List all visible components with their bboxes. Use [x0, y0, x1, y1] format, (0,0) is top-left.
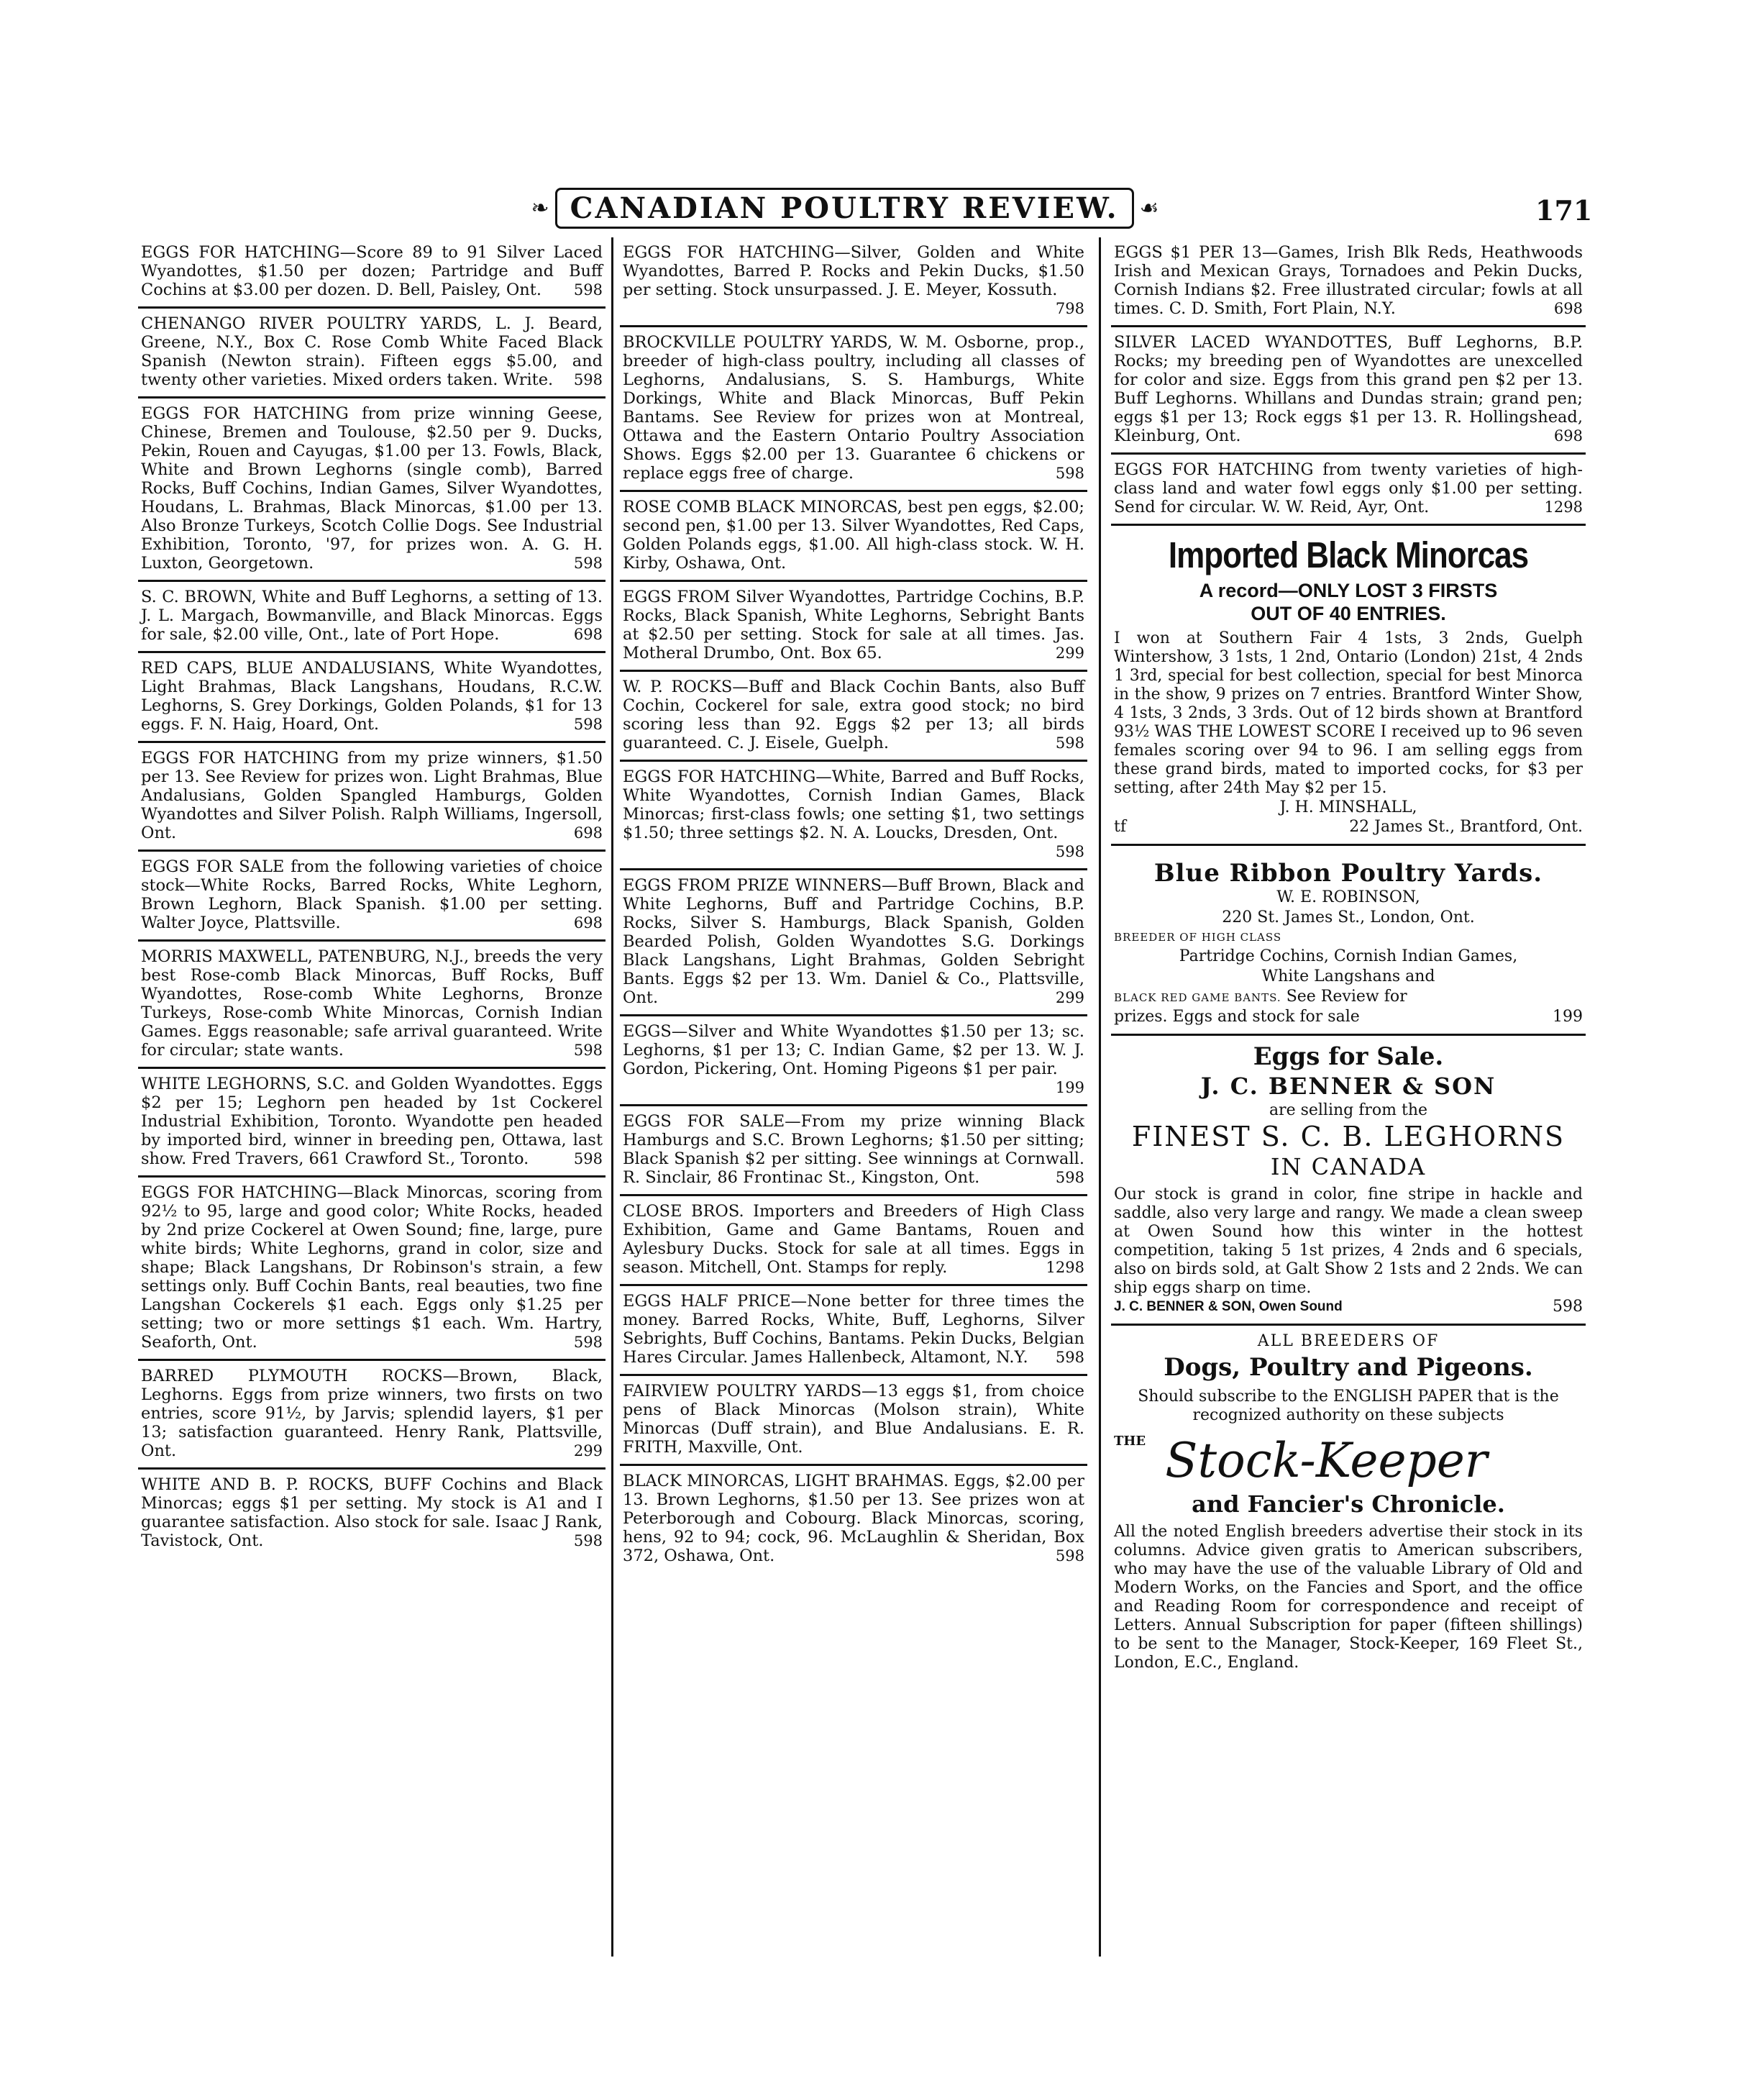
- classified-ad: [620, 492, 1087, 582]
- ad-text: W. P. ROCKS—Buff and Black Cochin Bants, also Buff Cochin, Cockerel for sale, extra good stock; no bird scoring less than 92. Eggs $2 per 13; all birds guaranteed. C. J. Eisele, Guelph.: [623, 678, 1084, 752]
- ad-text: S. C. BROWN, White and Buff Leghorns, a setting of 13. J. L. Margach, Bowmanville, and Black Minorcas. Eggs for sale, $2.00 ville, Ont., late of Port Hope.: [141, 588, 603, 644]
- ad-code: 598: [1055, 1169, 1084, 1186]
- ad-text: EGGS—Silver and White Wyandottes $1.50 per 13; sc. Leghorns, $1 per 13; C. Indian Game, $2 per 13. W. J. Gordon, Pickering, Ont. Homing Pigeons $1 per pair.: [623, 1022, 1084, 1078]
- ad-text: EGGS FOR HATCHING—White, Barred and Buff Rocks, White Wyandottes, Cornish Indian Games, Black Minorcas; first-class fowls; one setting $1, two settings $1.50; three settings $2. N. A. Loucks, Dresden, Ont.: [623, 768, 1084, 842]
- ad-text: BROCKVILLE POULTRY YARDS, W. M. Osborne, prop., breeder of high-class poultry, including all classes of Leghorns, Andalusians, S. S. Hamburgs, White Dorkings, White and Black Minorcas, Buff Pekin Bantams. See Review for prizes won at Montreal, Ottawa and the Eastern Ontario Poultry Association Shows. Eggs $2.00 per 13. Guarantee 6 chickens or replace eggs free of charge.: [623, 333, 1084, 483]
- ad-code: 598: [573, 716, 603, 733]
- benner-canada: IN CANADA: [1270, 1153, 1427, 1180]
- ad-code: 598: [1055, 1349, 1084, 1366]
- column-3: [1111, 237, 1586, 1957]
- ad-text: BARRED PLYMOUTH ROCKS—Brown, Black, Leghorns. Eggs from prize winners, two firsts on two entries, score 91½, by Jarvis; splendid layers, $1 per 13; satisfaction guaranteed. Henry Rank, Plattsville, Ont.: [141, 1367, 603, 1460]
- classified-ad: [138, 1069, 605, 1178]
- stock-keeper-ad: [1111, 1326, 1586, 1680]
- blue-ribbon-line4: [1114, 1008, 1583, 1026]
- stock-keeper-all-breeders: ALL BREEDERS OF: [1257, 1332, 1440, 1350]
- ad-text: EGGS FROM PRIZE WINNERS—Buff Brown, Black and White Leghorns, Buff and Partridge Cochins, B.P. Rocks, Silver S. Hamburgs, Black Spanish, Golden Bearded Polish, Golden Wyandottes S.G. Dorkings Black Langshans, Light Brahmas, Golden Sebright Bants. Eggs $2 per 13. Wm. Daniel & Co., Plattsville, Ont.: [623, 876, 1084, 1007]
- minorcas-name: J. H. MINSHALL,: [1279, 798, 1417, 816]
- blue-ribbon-prizes: prizes. Eggs and stock for sale: [1114, 1008, 1360, 1026]
- ad-text: EGGS FOR HATCHING from prize winning Geese, Chinese, Bremen and Toulouse, $2.50 per 9. Ducks, Pekin, Rouen and Cayugas, $1.00 per 13. Fowls, Black, White and Brown Leghorns (single comb), Barred Rocks, Buff Cochins, Indian Games, Silver Wyandottes, Houdans, L. Brahmas, Black Minorcas, $1.00 per 13. Also Bronze Turkeys, Scotch Collie Dogs. See Industrial Exhibition, Toronto, '97, for prizes won. A. G. H. Luxton, Georgetown.: [141, 404, 603, 573]
- classified-ad: [620, 582, 1087, 672]
- classified-ad: [138, 237, 605, 309]
- ad-code: 798: [1055, 300, 1084, 317]
- masthead: [531, 186, 1159, 230]
- minorcas-record: A record—ONLY LOST 3 FIRSTS: [1199, 580, 1498, 601]
- column-divider: [611, 237, 613, 1957]
- classified-ad: [1111, 455, 1586, 526]
- ad-code: 299: [573, 1442, 603, 1459]
- classified-ad: [138, 398, 605, 582]
- benner-heading: Eggs for Sale.: [1253, 1042, 1444, 1071]
- blue-ribbon-ad: [1111, 846, 1586, 1036]
- blue-ribbon-line1: Partridge Cochins, Cornish Indian Games,: [1179, 947, 1518, 965]
- ad-text: EGGS $1 PER 13—Games, Irish Blk Reds, Heathwoods Irish and Mexican Grays, Tornadoes and Pekin Ducks, Cornish Indians $2. Free illustrated circular; fowls at all times. C. D. Smith, Fort Plain, N.Y.: [1114, 243, 1583, 318]
- classified-ad: [138, 309, 605, 398]
- classified-ad: [620, 1106, 1087, 1196]
- ad-text: EGGS FOR HATCHING—Black Minorcas, scoring from 92½ to 95, large and good color; White Rocks, headed by 2nd prize Cockerel at Owen Sound; fine, large, pure white birds; White Leghorns, grand in color, size and shape; Black Langshans, Dr Robinson's strain, a few settings only. Buff Cochin Bants, real beauties, two fine Langshan Cockerels $1 each. Eggs only $1.25 per setting; two or more settings $1 each. Wm. Hartry, Seaforth, Ont.: [141, 1183, 603, 1352]
- classified-ad: [620, 237, 1087, 327]
- ad-code: 598: [1055, 843, 1084, 860]
- stock-keeper-logo-line: [1114, 1432, 1583, 1490]
- blue-ribbon-owner: W. E. ROBINSON,: [1276, 888, 1420, 906]
- ad-text: FAIRVIEW POULTRY YARDS—13 eggs $1, from choice pens of Black Minorcas (Molson strain), White Minorcas (Duff strain), and Blue Andalusians. E. R. FRITH, Maxville, Ont.: [623, 1382, 1084, 1457]
- ornament-icon: ❧: [531, 195, 549, 221]
- classified-ad: [138, 942, 605, 1069]
- ad-code: 598: [1553, 1298, 1583, 1316]
- ad-code: 598: [573, 1532, 603, 1549]
- ad-code: 199: [1055, 1079, 1084, 1096]
- ad-code: 598: [573, 1334, 603, 1351]
- blue-ribbon-title: Blue Ribbon Poultry Yards.: [1153, 859, 1543, 888]
- ad-code: 698: [1553, 427, 1583, 445]
- minorcas-mark: tf: [1114, 818, 1126, 836]
- ad-text: EGGS FOR SALE from the following varieties of choice stock—White Rocks, Barred Rocks, White Leghorn, Brown Leghorn, Black Spanish. $1.00 per setting. Walter Joyce, Plattsville.: [141, 857, 603, 932]
- ad-text: BLACK MINORCAS, LIGHT BRAHMAS. Eggs, $2.00 per 13. Brown Leghorns, $1.50 per 13. See prizes won at Peterborough and Cobourg. Black Minorcas, scoring, hens, 92 to 94; cock, 96. McLaughlin & Sheridan, Box 372, Oshawa, Ont.: [623, 1472, 1084, 1565]
- ad-text: EGGS HALF PRICE—None better for three times the money. Barred Rocks, White, Buff, Leghorns, Silver Sebrights, Buff Cochins, Bantams. Pekin Ducks, Belgian Hares Circular. James Hallenbeck, Altamont, N.Y.: [623, 1292, 1084, 1367]
- classified-ad: [620, 1466, 1087, 1572]
- benner-name: J. C. BENNER & SON: [1200, 1072, 1496, 1100]
- stock-keeper-body: All the noted English breeders advertise their stock in its columns. Advice given gratis to American subscribers, who may have the use of the valuable Library of Old and Modern Works, on the Fancies and Sport, and the office and Reading Room for correspondence and receipt of Letters. Annual Subscription for paper (fifteen shillings) to be sent to the Manager, Stock-Keeper, 169 Fleet St., London, E.C., England.: [1114, 1523, 1583, 1672]
- page-title: CANADIAN POULTRY REVIEW.: [555, 188, 1134, 229]
- ad-code: 698: [573, 824, 603, 842]
- benner-finest: FINEST S. C. B. LEGHORNS: [1131, 1121, 1566, 1152]
- ad-code: 199: [1553, 1008, 1583, 1026]
- column-divider: [1099, 237, 1101, 1957]
- ad-code: 698: [573, 914, 603, 932]
- minorcas-ad: [1111, 526, 1586, 846]
- classified-ad: [620, 870, 1087, 1016]
- blue-ribbon-bants: BLACK RED GAME BANTS.: [1114, 991, 1281, 1004]
- minorcas-title: Imported Black Minorcas: [1168, 535, 1529, 576]
- blue-ribbon-address: 220 St. James St., London, Ont.: [1222, 908, 1475, 926]
- blue-ribbon-see: See Review for: [1286, 988, 1407, 1006]
- classified-ad: [138, 582, 605, 653]
- column-2: [620, 237, 1087, 1957]
- classified-ad: [620, 327, 1087, 492]
- classified-ad: [138, 743, 605, 852]
- minorcas-address: 22 James St., Brantford, Ont.: [1349, 818, 1583, 836]
- ad-code: 598: [573, 555, 603, 572]
- column-1: [138, 237, 605, 1957]
- ad-code: 299: [1055, 645, 1084, 662]
- classified-ad: [620, 1376, 1087, 1466]
- classified-ad: [620, 762, 1087, 870]
- minorcas-body: I won at Southern Fair 4 1sts, 3 2nds, Guelph Wintershow, 3 1sts, 1 2nd, Ontario (London) 21st, 4 2nds 1 3rd, special for best collection, special for best Minorca in the show, 9 prizes on 7 entries. Brantford Winter Show, 4 1sts, 3 2nds, 3 3rds. Out of 12 birds shown at Brantford 93½ WAS THE LOWEST SCORE I received up to 96 seven females scoring over 94 to 96. I am selling eggs from these grand birds, mated to imported cocks, for $3 per setting, after 24th May $2 per 15.: [1114, 629, 1583, 797]
- minorcas-address-line: [1114, 818, 1583, 837]
- classified-ad: [138, 1178, 605, 1361]
- ad-text: WHITE LEGHORNS, S.C. and Golden Wyandottes. Eggs $2 per 15; Leghorn pen headed by 1st Cockerel Industrial Exhibition, Toronto. Wyandotte pen headed by imported bird, winner in breeding pen, Ottawa, last show. Fred Travers, 661 Crawford St., Toronto.: [141, 1075, 603, 1168]
- ad-text: MORRIS MAXWELL, PATENBURG, N.J., breeds the very best Rose-comb Black Minorcas, Buff Rocks, Buff Wyandottes, Rose-comb White Leghorns, Bronze Turkeys, Rose-comb White Minorcas, Cornish Indian Games. Eggs reasonable; safe arrival guaranteed. Write for circular; state wants.: [141, 947, 603, 1060]
- classified-ad: [620, 1196, 1087, 1286]
- blue-ribbon-line3: [1114, 987, 1583, 1008]
- ad-text: EGGS FOR HATCHING—Score 89 to 91 Silver Laced Wyandottes, $1.50 per dozen; Partridge and Buff Cochins at $3.00 per dozen. D. Bell, Paisley, Ont.: [141, 243, 603, 299]
- ad-text: EGGS FROM Silver Wyandottes, Partridge Cochins, B.P. Rocks, Black Spanish, White Leghorns, Sebright Bants at $2.50 per setting. Stock for sale at all times. Jas. Motheral Drumbo, Ont. Box 65.: [623, 588, 1084, 662]
- ad-text: ROSE COMB BLACK MINORCAS, best pen eggs, $2.00; second pen, $1.00 per 13. Silver Wyandottes, Red Caps, Golden Polands eggs, $1.00. All high-class stock. W. H. Kirby, Oshawa, Ont.: [623, 498, 1084, 573]
- classified-ad: [138, 852, 605, 942]
- page-number: 171: [1535, 194, 1593, 227]
- ad-code: 598: [1055, 465, 1084, 482]
- ad-text: EGGS FOR HATCHING from my prize winners, $1.50 per 13. See Review for prizes won. Light Brahmas, Blue Andalusians, Golden Spangled Hamburgs, Golden Wyandottes and Silver Polish. Ralph Williams, Ingersoll, Ont.: [141, 749, 603, 842]
- benner-selling: are selling from the: [1269, 1101, 1428, 1119]
- ad-code: 598: [1055, 1547, 1084, 1564]
- classified-ad: [138, 1361, 605, 1470]
- classified-ad: [1111, 237, 1586, 327]
- stock-keeper-chronicle: and Fancier's Chronicle.: [1192, 1490, 1505, 1518]
- ad-code: 698: [573, 626, 603, 643]
- minorcas-entries: OUT OF 40 ENTRIES.: [1251, 603, 1446, 624]
- ad-text: CLOSE BROS. Importers and Breeders of High Class Exhibition, Game and Game Bantams, Rouen and Aylesbury Ducks. Stock for sale at all times. Eggs in season. Mitchell, Ont. Stamps for reply.: [623, 1202, 1084, 1277]
- ad-text: CHENANGO RIVER POULTRY YARDS, L. J. Beard, Greene, N.Y., Box C. Rose Comb White Faced Black Spanish (Newton strain). Fifteen eggs $5.00, and twenty other varieties. Mixed orders taken. Write.: [141, 314, 603, 389]
- ad-code: 1298: [1544, 498, 1583, 516]
- ad-text: RED CAPS, BLUE ANDALUSIANS, White Wyandottes, Light Brahmas, Black Langshans, Houdans, R.C.W. Leghorns, S. Grey Dorkings, Golden Polands, $1 for 13 eggs. F. N. Haig, Hoard, Ont.: [141, 659, 603, 734]
- ad-code: 698: [1553, 300, 1583, 317]
- ornament-icon: ☙: [1139, 195, 1159, 221]
- ad-text: EGGS FOR HATCHING—Silver, Golden and White Wyandottes, Barred P. Rocks and Pekin Ducks, $1.50 per setting. Stock unsurpassed. J. E. Meyer, Kossuth.: [623, 243, 1084, 299]
- classified-ad: [138, 653, 605, 743]
- benner-signature: J. C. BENNER & SON, Owen Sound: [1114, 1299, 1343, 1314]
- classified-ad: [620, 672, 1087, 762]
- ad-text: SILVER LACED WYANDOTTES, Buff Leghorns, B.P. Rocks; my breeding pen of Wyandottes are unexcelled for color and size. Eggs from this grand pen $2 per 13. Buff Leghorns. Whillans and Dundas strain; grand pen; eggs $1 per 13; Rock eggs $1 per 13. R. Hollingshead, Kleinburg, Ont.: [1114, 333, 1583, 445]
- blue-ribbon-breeder: BREEDER OF HIGH CLASS: [1114, 931, 1282, 944]
- ad-code: 598: [573, 1150, 603, 1167]
- ad-code: 299: [1055, 989, 1084, 1006]
- stock-keeper-the: THE: [1114, 1434, 1146, 1449]
- ad-text: EGGS FOR HATCHING from twenty varieties of high-class land and water fowl eggs only $1.00 per setting. Send for circular. W. W. Reid, Ayr, Ont.: [1114, 460, 1583, 516]
- ad-code: 598: [573, 1042, 603, 1059]
- ad-code: 598: [573, 281, 603, 299]
- stock-keeper-dogs: Dogs, Poultry and Pigeons.: [1164, 1353, 1533, 1382]
- stock-keeper-logo: Stock-Keeper: [1165, 1433, 1488, 1488]
- classified-ad: [620, 1286, 1087, 1376]
- classified-ad: [1111, 327, 1586, 455]
- benner-body: Our stock is grand in color, fine stripe in hackle and saddle, also very large and rangy. We made a clean sweep at Owen Sound how this winter in the hottest competition, taking 5 1st prizes, 4 2nds and 6 specials, also on birds sold, at Galt Show 2 1sts and 2 2nds. We can ship eggs sharp on time.: [1114, 1185, 1583, 1297]
- stock-keeper-should: Should subscribe to the ENGLISH PAPER that is the recognized authority on these subjects: [1138, 1388, 1559, 1424]
- classified-ad: [138, 1470, 605, 1557]
- ad-code: 598: [573, 371, 603, 388]
- ad-text: WHITE AND B. P. ROCKS, BUFF Cochins and Black Minorcas; eggs $1 per setting. My stock is A1 and I guarantee satisfaction. Also stock for sale. Isaac J Rank, Tavistock, Ont.: [141, 1475, 603, 1550]
- ad-code: 598: [1055, 734, 1084, 752]
- blue-ribbon-line2: White Langshans and: [1261, 967, 1435, 985]
- classified-ad: [620, 1016, 1087, 1106]
- ad-text: EGGS FOR SALE—From my prize winning Black Hamburgs and S.C. Brown Leghorns; $1.50 per sitting; Black Spanish $2 per sitting. See winnings at Cornwall. R. Sinclair, 86 Frontinac St., Kingston, Ont.: [623, 1112, 1084, 1187]
- benner-ad: [1111, 1036, 1586, 1326]
- benner-signature-line: [1114, 1298, 1583, 1316]
- ad-code: 1298: [1046, 1259, 1084, 1276]
